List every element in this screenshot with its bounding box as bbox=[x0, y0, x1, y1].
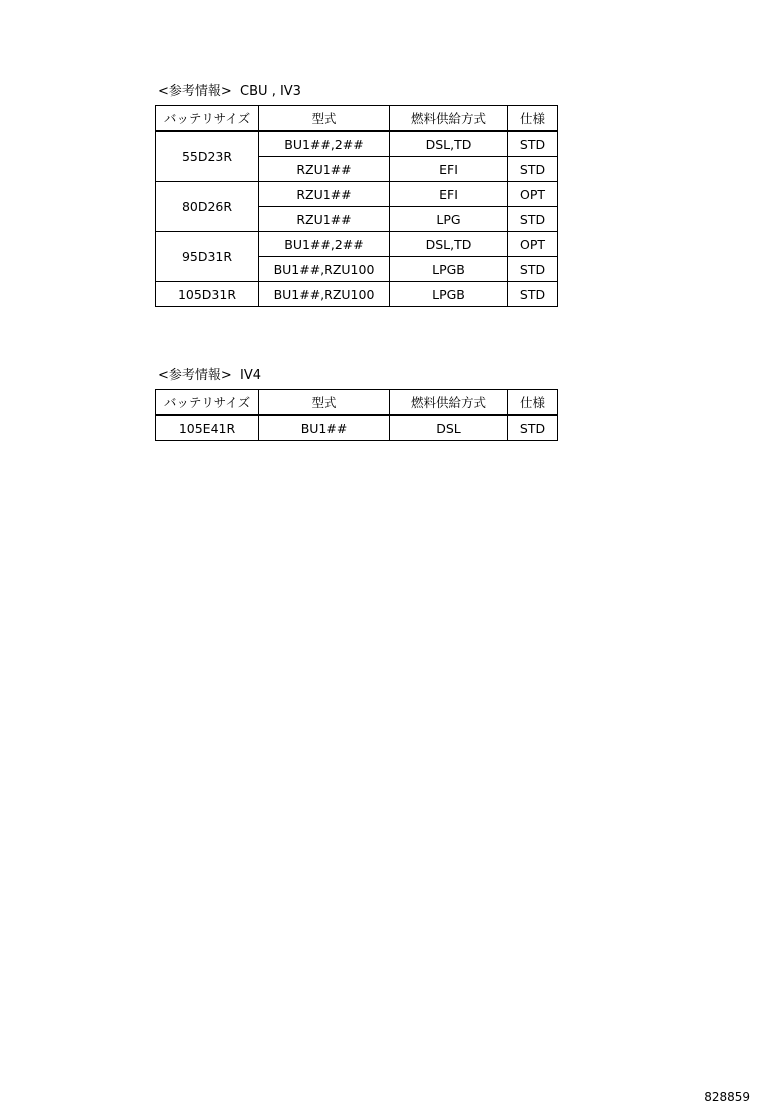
spec-cell: STD bbox=[508, 207, 558, 232]
model-cell: RZU1## bbox=[259, 207, 390, 232]
table-row bbox=[156, 415, 558, 441]
model-cell: BU1## bbox=[259, 415, 390, 441]
table-header-row bbox=[156, 106, 558, 132]
spec-cell: STD bbox=[508, 157, 558, 182]
fuel-cell: DSL,TD bbox=[390, 131, 508, 157]
spec-cell: STD bbox=[508, 282, 558, 307]
model-cell: RZU1## bbox=[259, 182, 390, 207]
section-title-iv4: <参考情報> IV4 bbox=[158, 368, 262, 383]
battery-size-cell: 80D26R bbox=[156, 182, 259, 232]
spec-cell: OPT bbox=[508, 182, 558, 207]
model-cell: BU1##,RZU100 bbox=[259, 257, 390, 282]
spec-cell: OPT bbox=[508, 232, 558, 257]
battery-table-iv4 bbox=[155, 389, 558, 441]
header-fuel-system: 燃料供給方式 bbox=[390, 390, 508, 416]
spec-cell: STD bbox=[508, 415, 558, 441]
section-title-cbu-iv3: <参考情報> CBU , IV3 bbox=[158, 84, 301, 99]
fuel-cell: DSL bbox=[390, 415, 508, 441]
document-code: 828859 bbox=[704, 1090, 750, 1104]
header-spec: 仕様 bbox=[508, 106, 558, 132]
model-cell: BU1##,RZU100 bbox=[259, 282, 390, 307]
battery-size-cell: 105E41R bbox=[156, 415, 259, 441]
model-cell: RZU1## bbox=[259, 157, 390, 182]
battery-table-cbu-iv3 bbox=[155, 105, 558, 307]
fuel-cell: LPGB bbox=[390, 257, 508, 282]
header-spec: 仕様 bbox=[508, 390, 558, 416]
fuel-cell: DSL,TD bbox=[390, 232, 508, 257]
battery-size-cell: 55D23R bbox=[156, 131, 259, 182]
table-row bbox=[156, 182, 558, 207]
battery-size-cell: 95D31R bbox=[156, 232, 259, 282]
header-model: 型式 bbox=[259, 390, 390, 416]
battery-size-cell: 105D31R bbox=[156, 282, 259, 307]
spec-cell: STD bbox=[508, 257, 558, 282]
fuel-cell: LPG bbox=[390, 207, 508, 232]
model-cell: BU1##,2## bbox=[259, 131, 390, 157]
table-row bbox=[156, 282, 558, 307]
table-row bbox=[156, 232, 558, 257]
header-model: 型式 bbox=[259, 106, 390, 132]
fuel-cell: EFI bbox=[390, 157, 508, 182]
fuel-cell: EFI bbox=[390, 182, 508, 207]
header-fuel-system: 燃料供給方式 bbox=[390, 106, 508, 132]
table-row bbox=[156, 131, 558, 157]
table-header-row bbox=[156, 390, 558, 416]
fuel-cell: LPGB bbox=[390, 282, 508, 307]
spec-cell: STD bbox=[508, 131, 558, 157]
header-battery-size: バッテリサイズ bbox=[156, 106, 259, 132]
header-battery-size: バッテリサイズ bbox=[156, 390, 259, 416]
model-cell: BU1##,2## bbox=[259, 232, 390, 257]
